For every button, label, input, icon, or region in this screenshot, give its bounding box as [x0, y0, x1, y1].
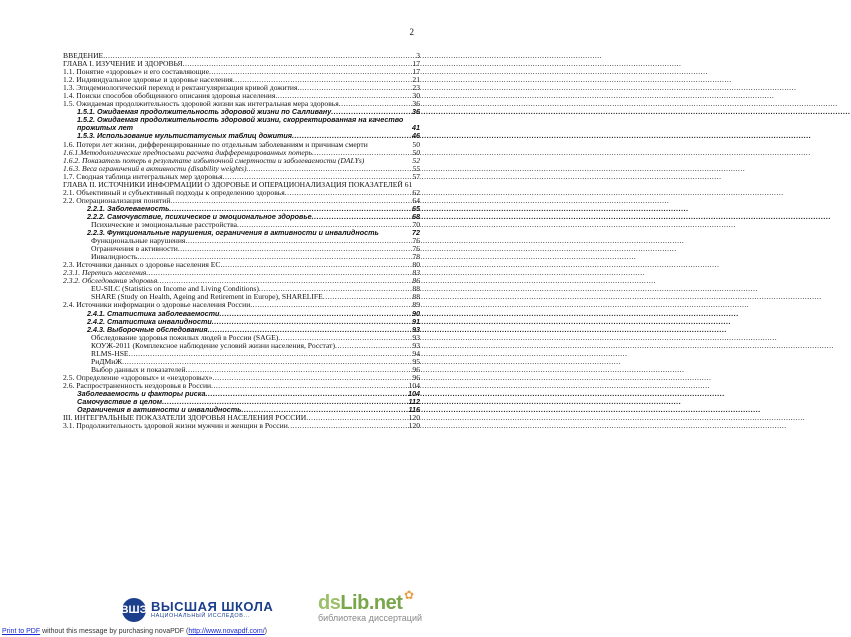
toc-entry-title: Инвалидность [91, 252, 138, 262]
toc-entry-page: 50 [412, 147, 420, 157]
pdf-note-close: ) [264, 628, 267, 635]
toc-entry-page: 80 [412, 260, 420, 270]
table-of-contents [63, 52, 420, 430]
hse-logo [122, 598, 273, 622]
toc-entry-title: Психические и эмоциональные расстройства [91, 219, 237, 229]
toc-entry-title: 1.5. Ожидаемая продолжительность здоровой жизни как интегральная мера здоровья [63, 99, 339, 109]
toc-entry-title: SHARE (Study on Health, Ageing and Retirement in Europe), SHARELIFE [91, 292, 323, 302]
toc-entry-title: 2.2.1. Заболеваемость [87, 203, 170, 213]
page-number: 2 [409, 27, 414, 37]
toc-entry-page: 91 [412, 316, 420, 326]
toc-entry-page: 120 [408, 413, 420, 423]
toc-entry-title: 1.5.1. Ожидаемая продолжительность здоровой жизни по Салливану [77, 107, 332, 117]
toc-entry-title: 1.2. Индивидуальное здоровье и здоровье населения [63, 75, 233, 85]
toc-entry-page: 36 [412, 107, 420, 117]
toc-entry-page: 57 [412, 171, 420, 181]
toc-entry-page: 90 [412, 308, 420, 318]
toc-entry-title: 1.6.3. Веса ограничений в активности (disability weights) [63, 163, 247, 173]
toc-entry-title: 2.6. Распространенность нездоровья в России [63, 380, 212, 390]
toc-entry-page: 76 [412, 236, 420, 246]
toc-entry-title: Обследование здоровья пожилых людей в России (SAGE) [91, 332, 279, 342]
toc-entry-page: 65 [412, 203, 420, 213]
toc-entry-title: 1.6.1.Методологические предпосылки расчета дифференцированных потерь [63, 147, 312, 157]
toc-entry-page: 94 [412, 348, 420, 358]
toc-entry-page: 93 [412, 340, 420, 350]
toc-entry-title: 2.3.1. Перепись населения [63, 268, 147, 278]
toc-entry-title: 2.4.2. Статистика инвалидности [87, 316, 212, 326]
toc-entry-title: 1.1. Понятие «здоровье» и его составляющие [63, 67, 209, 77]
toc-entry-page: 120 [408, 421, 420, 431]
novapdf-link[interactable]: http://www.novapdf.com/ [188, 628, 265, 635]
toc-entry-page: 70 [412, 219, 420, 229]
toc-entry-title: Ограничения в активности и инвалидность [77, 405, 242, 415]
toc-entry-page: 68 [412, 211, 420, 221]
toc-entry-title: 2.3. Источники данных о здоровье населения ЕС [63, 260, 221, 270]
toc-entry-page: 112 [408, 397, 420, 407]
toc-entry-page: 62 [412, 187, 420, 197]
toc-entry-page: 104 [408, 388, 420, 398]
toc-entry-title: 3.1. Продолжительность здоровой жизни мужчин и женщин в России [63, 421, 288, 431]
toc-entry-title: Ограничения в активности [91, 244, 178, 254]
toc-entry-page: 17 [412, 59, 420, 69]
toc-entry-title: 1.5.3. Использование мультистатусных таблиц дожития [77, 131, 292, 141]
toc-entry[interactable] [63, 422, 420, 430]
toc-entry-title: RLMS-HSE [91, 348, 129, 358]
toc-entry-title: ГЛАВА II. ИСТОЧНИКИ ИНФОРМАЦИИ О ЗДОРОВЬЕ И ОПЕРАЦИОНАЛИЗАЦИЯ ПОКАЗАТЕЛЕЙ 61 [63, 179, 413, 189]
toc-entry-page: 17 [412, 67, 420, 77]
toc-entry-title: Выбор данных и показателей [91, 364, 186, 374]
toc-entry-page: 46 [412, 131, 420, 141]
toc-entry-title: 2.2.2. Самочувствие, психическое и эмоциональное здоровье [87, 211, 312, 221]
toc-entry-page: 36 [412, 99, 420, 109]
pdf-note-text: without this message by purchasing novaPDF ( [40, 628, 189, 635]
toc-entry-title: III. ИНТЕГРАЛЬНЫЕ ПОКАЗАТЕЛИ ЗДОРОВЬЯ НАСЕЛЕНИЯ РОССИИ [63, 413, 307, 423]
toc-entry-page: 41 [412, 123, 420, 133]
toc-entry-page: 72 [412, 228, 420, 238]
dslib-rest: Lib.net [340, 592, 403, 614]
dslib-watermark[interactable] [318, 592, 422, 623]
toc-entry-title: КОУЖ-2011 (Комплексное наблюдение условий жизни населения, Росстат) [91, 340, 335, 350]
toc-entry-title: 2.2.3. Функциональные нарушения, ограничения в активности и инвалидность [87, 228, 379, 238]
hse-logo-title: ВЫСШАЯ ШКОЛА [151, 599, 274, 614]
toc-entry-page: 93 [412, 332, 420, 342]
toc-entry-page: 96 [412, 364, 420, 374]
toc-entry-page: 93 [412, 324, 420, 334]
toc-entry-page: 88 [412, 284, 420, 294]
dslib-subtitle: библиотека диссертаций [318, 613, 423, 623]
toc-entry-title: 1.6.2. Показатель потерь в результате избыточной смертности и заболеваемости (DALYs) [63, 155, 365, 165]
toc-entry-title: 1.5.2. Ожидаемая продолжительность здоровой жизни, скорректированная на качество прожитых лет [77, 115, 404, 133]
toc-entry-page: 50 [412, 139, 420, 149]
toc-entry-page: 52 [412, 155, 420, 165]
toc-entry-title: EU-SILC (Statistics on Income and Living Conditions) [91, 284, 259, 294]
toc-entry-title: 2.4.3. Выборочные обследования [87, 324, 208, 334]
toc-entry-title: 2.1. Объективный и субъективный подходы к определению здоровья [63, 187, 285, 197]
toc-entry-title: Заболеваемость и факторы риска [77, 388, 206, 398]
toc-entry-title: Самочувствие в целом [77, 397, 163, 407]
toc-entry-title: 1.3. Эпидемиологический переход и ректангуляризация кривой дожития [63, 83, 298, 93]
toc-entry-title: РиДМиЖ [91, 356, 123, 366]
toc-entry-title: 2.4. Источники информации о здоровье населения России [63, 300, 251, 310]
toc-entry-page: 83 [412, 268, 420, 278]
toc-entry-page: 23 [412, 83, 420, 93]
toc-entry-page: 89 [412, 300, 420, 310]
toc-entry-title: 2.3.2. Обследования здоровья [63, 276, 158, 286]
toc-entry-page: 86 [412, 276, 420, 286]
toc-entry-page: 55 [412, 163, 420, 173]
toc-entry-page: 3 [416, 51, 420, 60]
toc-entry-page: 64 [412, 195, 420, 205]
toc-entry-page: 78 [412, 252, 420, 262]
pdf-watermark-note [2, 628, 267, 635]
toc-entry-page: 95 [412, 356, 420, 366]
hse-logo-subtitle: НАЦИОНАЛЬНЫЙ ИССЛЕДОВ... [151, 613, 250, 619]
toc-entry-title: 1.7. Сводная таблица интегральных мер здоровья [63, 171, 223, 181]
toc-entry-title: 2.2. Операционализация понятий [63, 195, 171, 205]
toc-entry-title: Функциональные нарушения [91, 236, 186, 246]
toc-entry-page: 96 [412, 372, 420, 382]
dslib-ds: ds [318, 592, 341, 614]
toc-entry-page: 88 [412, 292, 420, 302]
hse-logo-icon: ВШЭ [122, 598, 146, 622]
toc-entry-title: ГЛАВА I. ИЗУЧЕНИЕ И ЗДОРОВЬЯ [63, 59, 183, 69]
toc-entry[interactable] [63, 116, 420, 132]
toc-entry-title: 1.6. Потери лет жизни, дифференцированные по отдельным заболеваниям и причинам смерти [63, 139, 368, 149]
toc-entry-page: 104 [408, 380, 420, 390]
toc-entry-title: 2.4.1. Статистика заболеваемости [87, 308, 220, 318]
toc-entry-page: 30 [412, 91, 420, 101]
toc-entry-page: 21 [412, 75, 420, 85]
toc-entry-title: ВВЕДЕНИЕ [63, 51, 104, 60]
flower-icon: ✿ [404, 588, 415, 602]
toc-entry-title: 1.4. Поиски способов обобщенного описания здоровья населения [63, 91, 276, 101]
toc-entry-title: 2.5. Определение «здоровых» и «нездоровых» [63, 372, 213, 382]
toc-entry-page: 116 [408, 405, 420, 415]
print-to-pdf-link[interactable]: Print to PDF [2, 628, 41, 635]
toc-leader-dots [288, 422, 408, 430]
toc-entry-page: 76 [412, 244, 420, 254]
